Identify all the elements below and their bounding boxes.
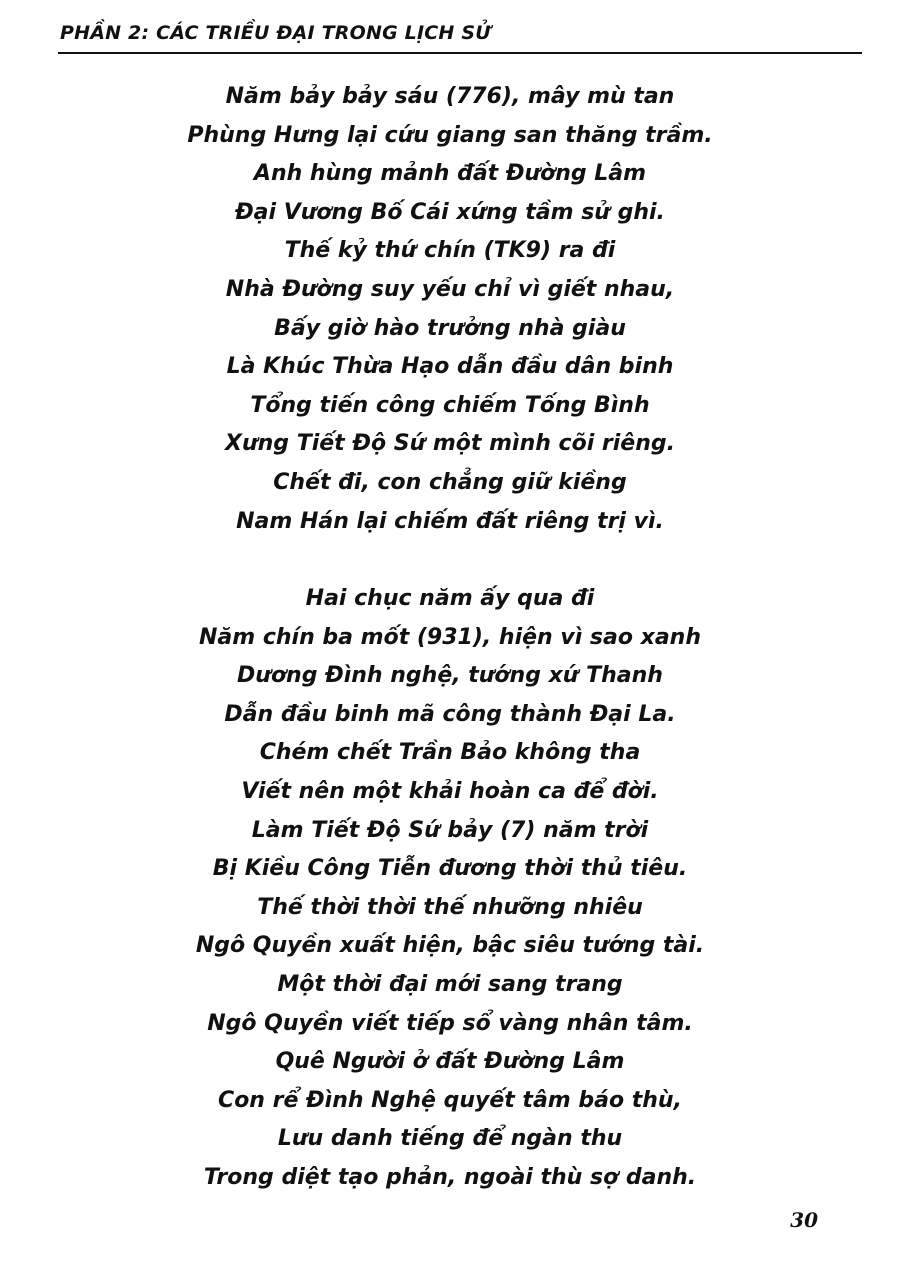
poem-line: Tổng tiến công chiếm Tống Bình	[250, 392, 650, 418]
poem-line: Ngô Quyền xuất hiện, bậc siêu tướng tài.	[195, 933, 705, 959]
page-number: 30	[790, 1208, 818, 1232]
poem-line: Thế thời thời thế nhưỡng nhiêu	[257, 894, 643, 920]
poem-line: Nam Hán lại chiếm đất riêng trị vì.	[236, 508, 664, 534]
poem-line: Quê Người ở đất Đường Lâm	[275, 1049, 625, 1075]
poem-line: Thế kỷ thứ chín (TK9) ra đi	[284, 238, 616, 264]
poem-line: Năm chín ba mốt (931), hiện vì sao xanh	[199, 624, 701, 650]
poem-stanza-1	[0, 78, 900, 541]
poem-line: Năm bảy bảy sáu (776), mây mù tan	[225, 84, 675, 109]
poem-line: Làm Tiết Độ Sứ bảy (7) năm trời	[251, 817, 649, 843]
poem-stanza-2	[0, 580, 900, 1198]
poem-line: Chết đi, con chẳng giữ kiềng	[273, 469, 627, 495]
poem-line: Con rể Đình Nghệ quyết tâm báo thù,	[218, 1087, 682, 1113]
poem-line: Một thời đại mới sang trang	[277, 971, 623, 997]
poem-line: Lưu danh tiếng để ngàn thu	[277, 1126, 623, 1152]
poem-line: Hai chục năm ấy qua đi	[305, 586, 595, 611]
poem-line: Trong diệt tạo phản, ngoài thù sợ danh.	[203, 1164, 697, 1190]
poem-line: Anh hùng mảnh đất Đường Lâm	[253, 161, 647, 187]
poem-line: Xưng Tiết Độ Sứ một mình cõi riêng.	[225, 431, 675, 457]
poem-line: Bấy giờ hào trưởng nhà giàu	[274, 315, 626, 341]
page-header-title: PHẦN 2: CÁC TRIỀU ĐẠI TRONG LỊCH SỬ	[60, 22, 491, 44]
poem-line: Bị Kiều Công Tiễn đương thời thủ tiêu.	[212, 856, 688, 882]
poem-line: Dẫn đầu binh mã công thành Đại La.	[224, 701, 676, 727]
poem-line: Viết nên một khải hoàn ca để đời.	[241, 778, 659, 804]
header-divider	[58, 52, 862, 54]
poem-line: Là Khúc Thừa Hạo dẫn đầu dân binh	[226, 354, 674, 380]
poem-line: Ngô Quyền viết tiếp sổ vàng nhân tâm.	[207, 1010, 693, 1036]
poem-line: Phùng Hưng lại cứu giang san thăng trầm.	[187, 122, 713, 148]
poem-line: Đại Vương Bố Cái xứng tầm sử ghi.	[235, 199, 665, 225]
poem-line: Nhà Đường suy yếu chỉ vì giết nhau,	[225, 276, 675, 302]
poem-line: Chém chết Trần Bảo không tha	[259, 740, 641, 766]
poem-line: Dương Đình nghệ, tướng xứ Thanh	[237, 663, 663, 689]
